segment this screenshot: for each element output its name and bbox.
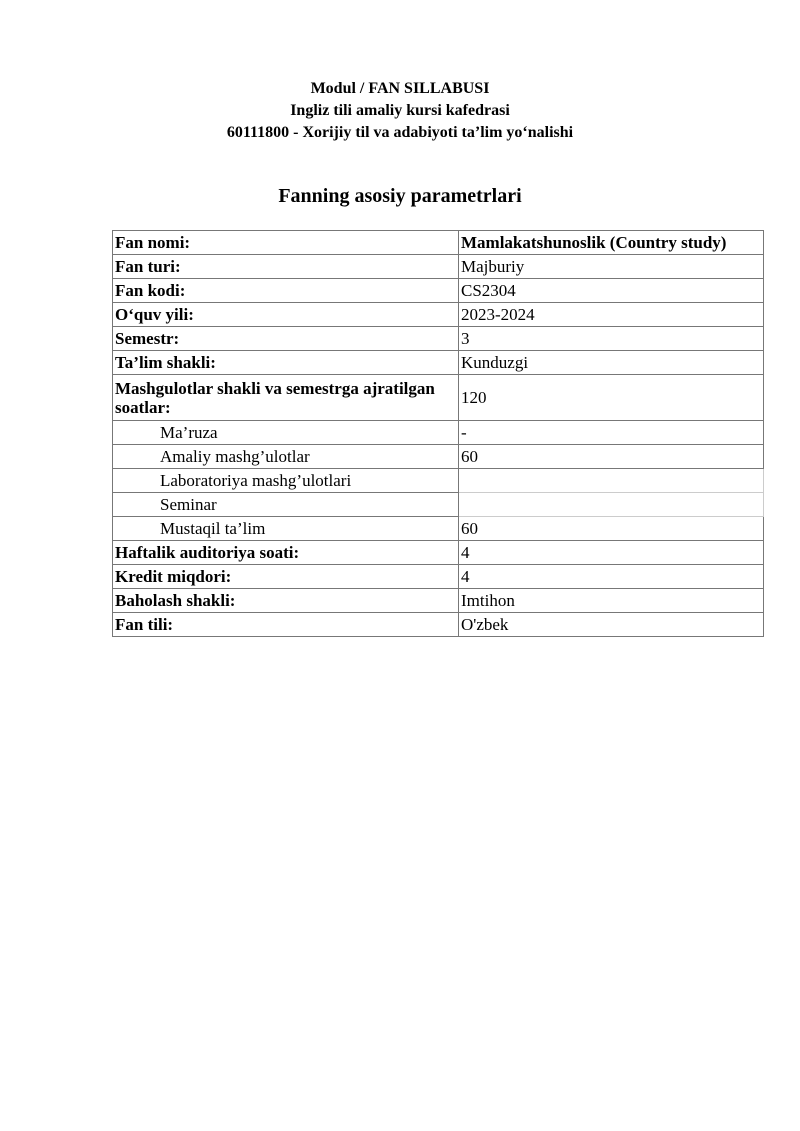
row-label: Fan kodi:	[113, 279, 459, 303]
row-value: 60	[459, 517, 764, 541]
row-label: Semestr:	[113, 327, 459, 351]
row-label: Fan nomi:	[113, 231, 459, 255]
row-label: Fan turi:	[113, 255, 459, 279]
document-header	[0, 78, 800, 144]
row-label: Baholash shakli:	[113, 589, 459, 613]
row-value: O'zbek	[459, 613, 764, 637]
row-value: Imtihon	[459, 589, 764, 613]
table-row	[113, 279, 764, 303]
table-row	[113, 469, 764, 493]
row-label: O‘quv yili:	[113, 303, 459, 327]
row-label: Kredit miqdori:	[113, 565, 459, 589]
table-row	[113, 445, 764, 469]
row-label: Seminar	[113, 493, 459, 517]
row-value	[459, 469, 764, 493]
row-label: Laboratoriya mashg’ulotlari	[113, 469, 459, 493]
row-label: Ta’lim shakli:	[113, 351, 459, 375]
row-value: 120	[459, 375, 764, 421]
table-row	[113, 231, 764, 255]
table-row	[113, 541, 764, 565]
row-label: Fan tili:	[113, 613, 459, 637]
row-value: Kunduzgi	[459, 351, 764, 375]
table-row	[113, 613, 764, 637]
row-value: CS2304	[459, 279, 764, 303]
row-value: 4	[459, 565, 764, 589]
row-label: Amaliy mashg’ulotlar	[113, 445, 459, 469]
table-row	[113, 565, 764, 589]
table-row	[113, 375, 764, 421]
table-row	[113, 589, 764, 613]
table-row	[113, 421, 764, 445]
header-program: 60111800 - Xorijiy til va adabiyoti ta’lim yo‘nalishi	[226, 124, 574, 141]
table-row	[113, 303, 764, 327]
row-value: 4	[459, 541, 764, 565]
table-row	[113, 351, 764, 375]
header-department: Ingliz tili amaliy kursi kafedrasi	[290, 102, 510, 119]
row-label: Mashgulotlar shakli va semestrga ajratilgan soatlar:	[113, 375, 459, 421]
row-value: 60	[459, 445, 764, 469]
row-label: Mustaqil ta’lim	[113, 517, 459, 541]
row-value: -	[459, 421, 764, 445]
section-title: Fanning asosiy parametrlari	[278, 185, 522, 207]
row-value: 2023-2024	[459, 303, 764, 327]
table-row	[113, 255, 764, 279]
table-row	[113, 517, 764, 541]
parameters-table	[112, 230, 764, 637]
table-row	[113, 327, 764, 351]
row-label: Ma’ruza	[113, 421, 459, 445]
row-value	[459, 493, 764, 517]
header-title: Modul / FAN SILLABUSI	[310, 80, 490, 97]
row-value: Mamlakatshunoslik (Country study)	[459, 231, 764, 255]
row-value: Majburiy	[459, 255, 764, 279]
row-label: Haftalik auditoriya soati:	[113, 541, 459, 565]
row-value: 3	[459, 327, 764, 351]
table-row	[113, 493, 764, 517]
